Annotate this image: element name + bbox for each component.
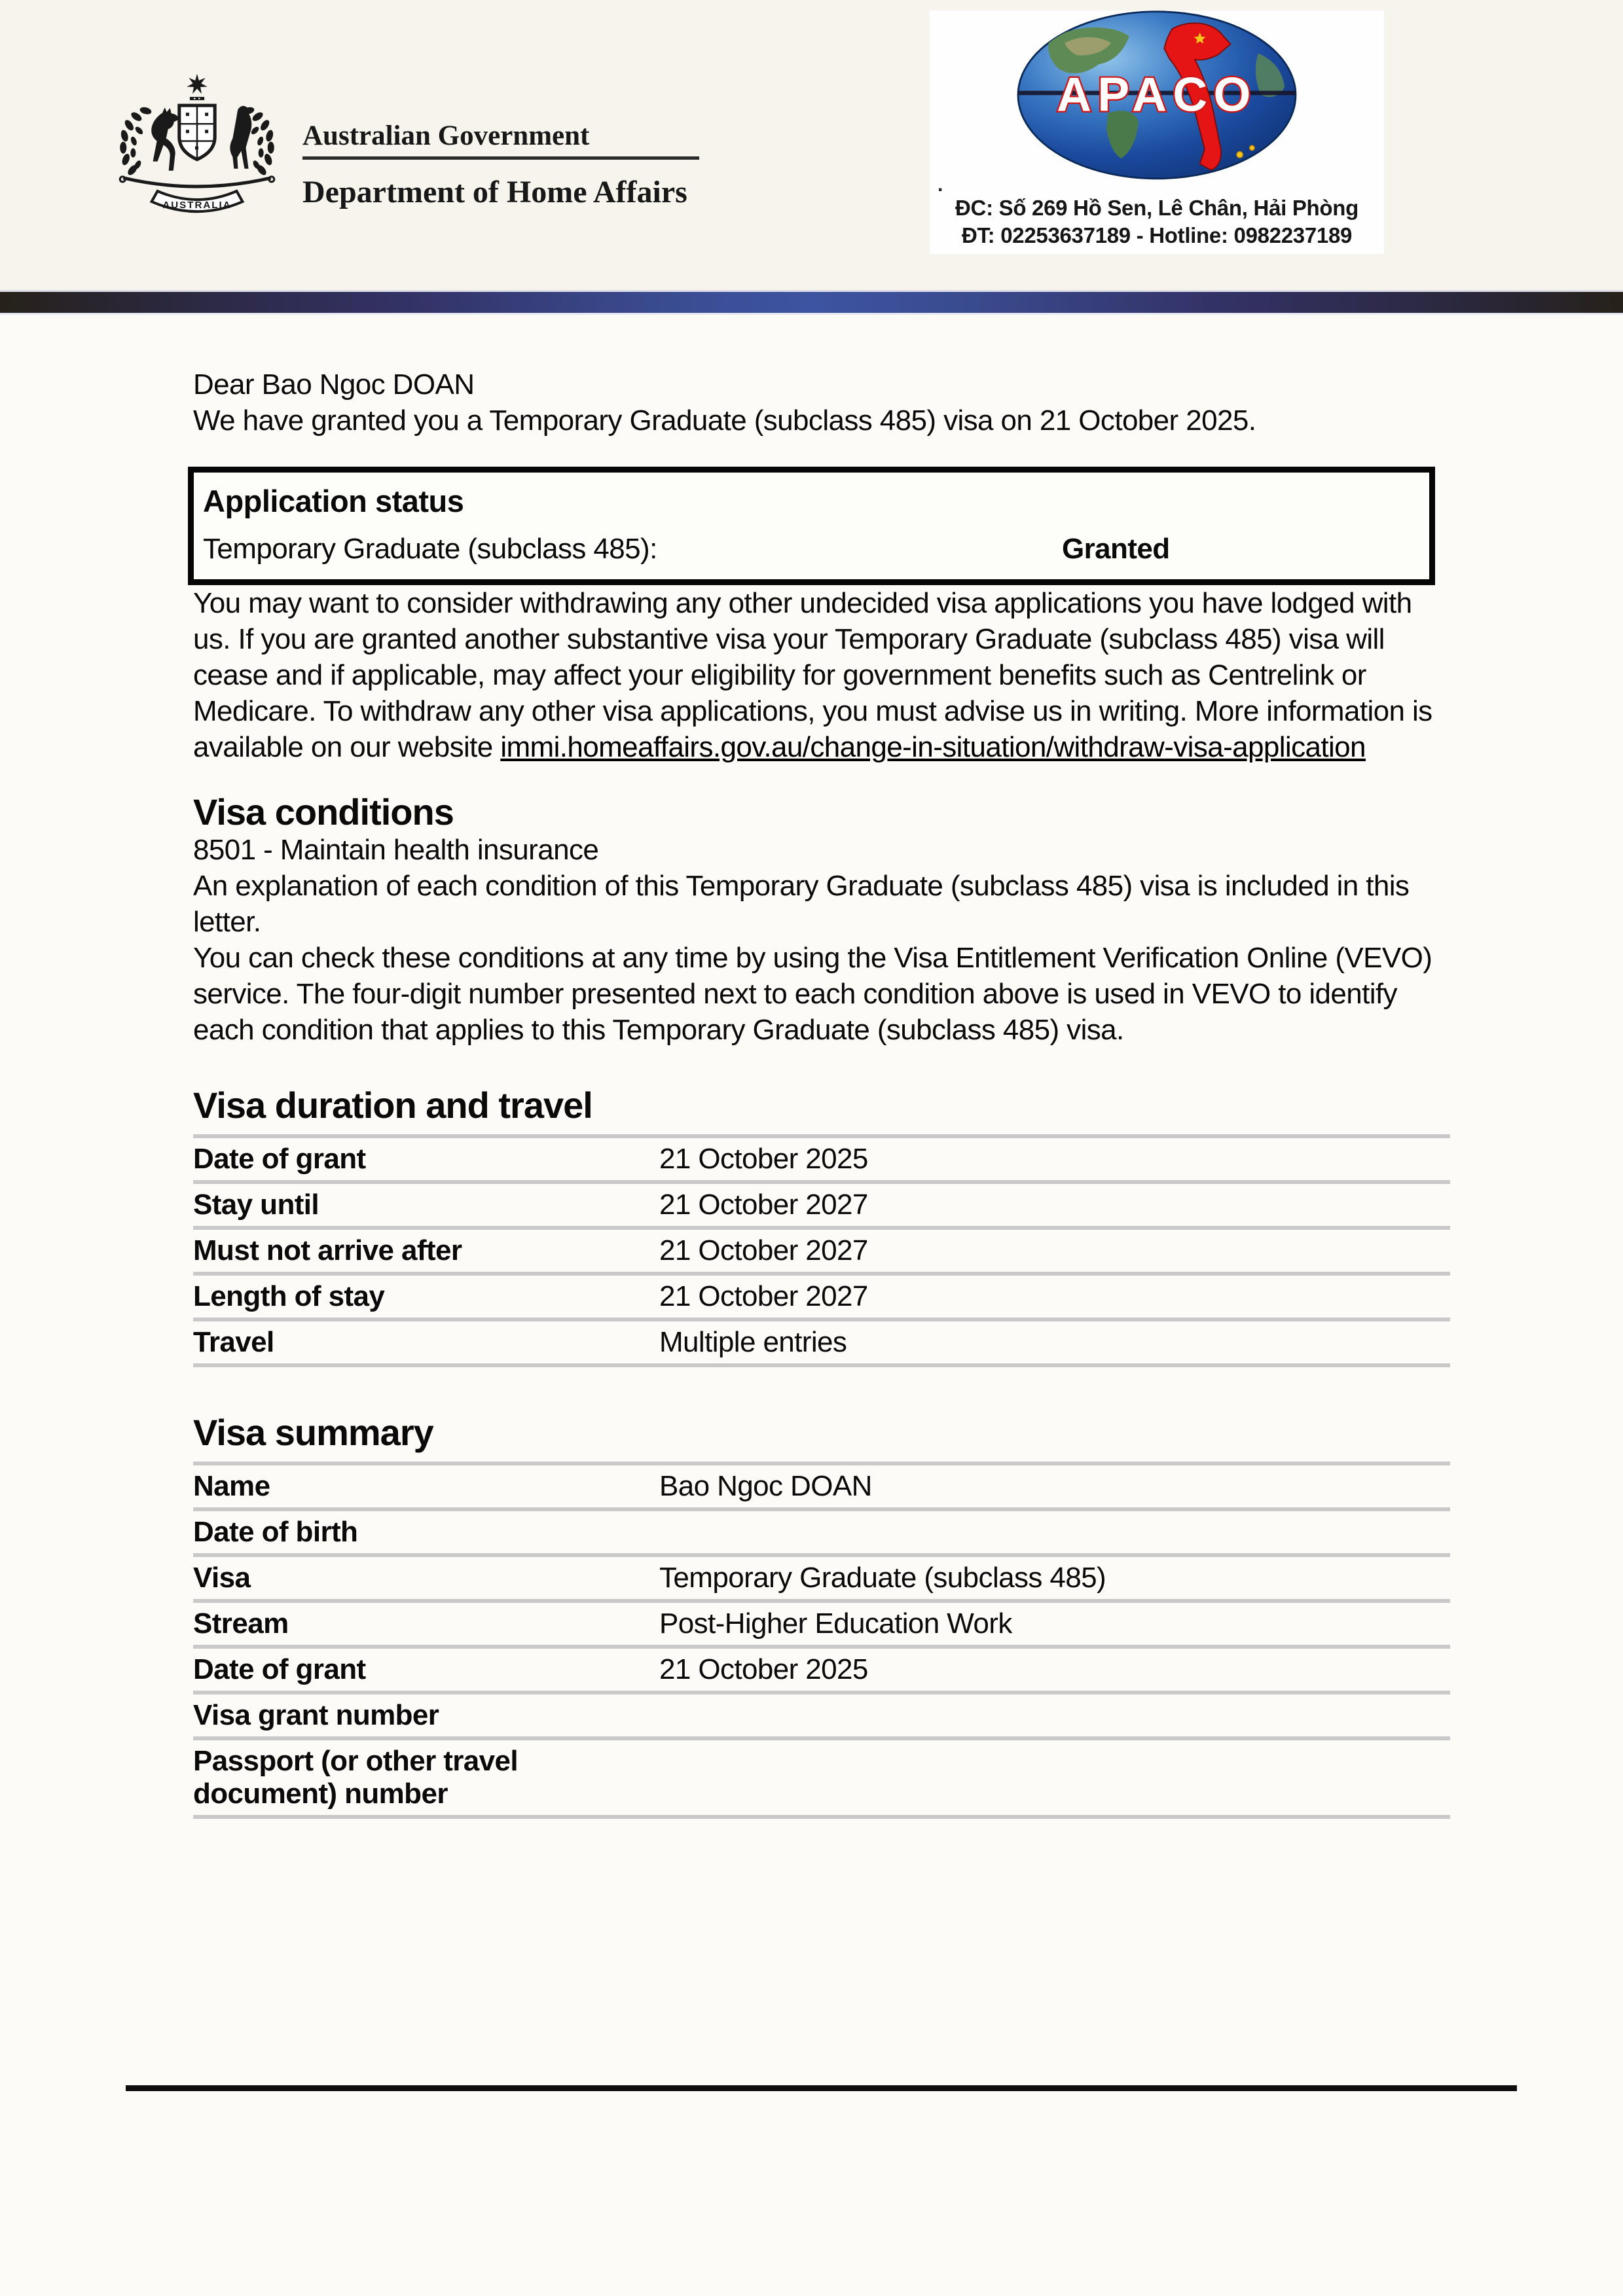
table-value: Post-Higher Education Work bbox=[659, 1607, 1012, 1640]
status-badge: Granted bbox=[1062, 533, 1170, 565]
table-row bbox=[193, 1318, 1450, 1363]
australian-coat-of-arms bbox=[98, 72, 296, 215]
table-value: 21 October 2027 bbox=[659, 1189, 868, 1221]
table-label: Visa grant number bbox=[193, 1699, 439, 1731]
table-value: 21 October 2027 bbox=[659, 1234, 868, 1266]
government-header-text bbox=[302, 120, 735, 210]
visa-duration-table bbox=[193, 1134, 1450, 1367]
table-label: Date of grant bbox=[193, 1653, 366, 1685]
table-row bbox=[193, 1599, 1450, 1645]
table-label: Passport (or other travel document) number bbox=[193, 1745, 519, 1810]
gov-title: Australian Government bbox=[302, 120, 590, 151]
header-divider-bar bbox=[0, 290, 1623, 315]
australia-banner-label: AUSTRALIA bbox=[162, 200, 232, 211]
visa-summary-table bbox=[193, 1462, 1450, 1819]
table-row bbox=[193, 1645, 1450, 1691]
withdraw-info-link[interactable]: immi.homeaffairs.gov.au/change-in-situation/withdraw-visa-application bbox=[500, 731, 1366, 763]
emblem-base-icon bbox=[120, 177, 274, 187]
table-value: Temporary Graduate (subclass 485) bbox=[659, 1562, 1106, 1594]
gov-title-rule bbox=[302, 156, 699, 160]
table-label: Length of stay bbox=[193, 1280, 385, 1312]
australia-banner bbox=[152, 191, 243, 211]
application-status-label: Temporary Graduate (subclass 485): bbox=[203, 533, 657, 565]
application-status-box bbox=[188, 467, 1435, 585]
emu-icon bbox=[230, 106, 251, 169]
apaco-globe-logo bbox=[1003, 9, 1311, 187]
table-label: Date of grant bbox=[193, 1143, 366, 1175]
withdraw-text: You may want to consider withdrawing any other undecided visa applications you have lodged with us. If you are granted another substantive visa your Temporary Graduate (subclass 485) visa will cease and if applicable, may affect your eligibility for government benefits such as Centrelink or Medicare. To withdraw any other visa applications, you must advise us in writing. More information is available on our website bbox=[193, 587, 1432, 763]
visa-summary-heading: Visa summary bbox=[193, 1412, 433, 1453]
table-row bbox=[193, 1462, 1450, 1507]
table-label: Stay until bbox=[193, 1189, 319, 1221]
table-label: Visa bbox=[193, 1562, 251, 1594]
table-label: Must not arrive after bbox=[193, 1234, 462, 1266]
table-row bbox=[193, 1553, 1450, 1599]
table-row bbox=[193, 1134, 1450, 1180]
table-value bbox=[659, 1745, 1450, 1810]
table-value: 21 October 2025 bbox=[659, 1143, 868, 1175]
stray-dot-mark: . bbox=[938, 174, 943, 196]
conditions-explanation: An explanation of each condition of this Temporary Graduate (subclass 485) visa is included in this letter. bbox=[193, 870, 1410, 938]
footer-rule bbox=[126, 2085, 1517, 2091]
table-row bbox=[193, 1691, 1450, 1736]
grant-intro: We have granted you a Temporary Graduate (subclass 485) visa on 21 October 2025. bbox=[193, 404, 1256, 437]
visa-conditions-heading: Visa conditions bbox=[193, 791, 454, 833]
table-value: 21 October 2027 bbox=[659, 1280, 868, 1312]
table-label: Name bbox=[193, 1470, 270, 1502]
shield-icon bbox=[179, 105, 215, 160]
visa-duration-heading: Visa duration and travel bbox=[193, 1085, 593, 1126]
table-value: 21 October 2025 bbox=[659, 1653, 868, 1685]
table-row bbox=[193, 1736, 1450, 1815]
gov-department: Department of Home Affairs bbox=[302, 175, 687, 209]
wattle-branch-icon bbox=[120, 106, 152, 177]
table-label: Stream bbox=[193, 1607, 289, 1640]
table-row bbox=[193, 1180, 1450, 1226]
letter-body bbox=[193, 367, 1450, 1819]
agency-block bbox=[931, 9, 1383, 249]
table-value bbox=[659, 1699, 1450, 1732]
condition-8501: 8501 - Maintain health insurance bbox=[193, 834, 599, 866]
table-row bbox=[193, 1272, 1450, 1318]
application-status-row bbox=[203, 531, 1416, 567]
table-label: Date of birth bbox=[193, 1516, 358, 1548]
application-status-heading: Application status bbox=[203, 484, 464, 518]
commonwealth-star-icon bbox=[187, 74, 207, 100]
table-row bbox=[193, 1507, 1450, 1553]
agency-address: ĐC: Số 269 Hồ Sen, Lê Chân, Hải Phòng bbox=[955, 196, 1359, 220]
apaco-logo-text: APACO bbox=[1057, 67, 1257, 122]
kangaroo-icon bbox=[151, 107, 179, 171]
table-value: Multiple entries bbox=[659, 1326, 847, 1358]
withdraw-paragraph bbox=[193, 585, 1450, 765]
salutation: Dear Bao Ngoc DOAN bbox=[193, 368, 475, 401]
table-row bbox=[193, 1226, 1450, 1272]
vevo-paragraph: You can check these conditions at any time by using the Visa Entitlement Verification Online (VEVO) service. The four-digit number presented next to each condition above is used in VEVO to identify each condition that applies to this Temporary Graduate (subclass 485) visa. bbox=[193, 942, 1432, 1046]
agency-phone: ĐT: 02253637189 - Hotline: 0982237189 bbox=[961, 223, 1353, 247]
table-value: Bao Ngoc DOAN bbox=[659, 1470, 872, 1502]
table-label: Travel bbox=[193, 1326, 274, 1358]
table-value bbox=[659, 1516, 1450, 1549]
